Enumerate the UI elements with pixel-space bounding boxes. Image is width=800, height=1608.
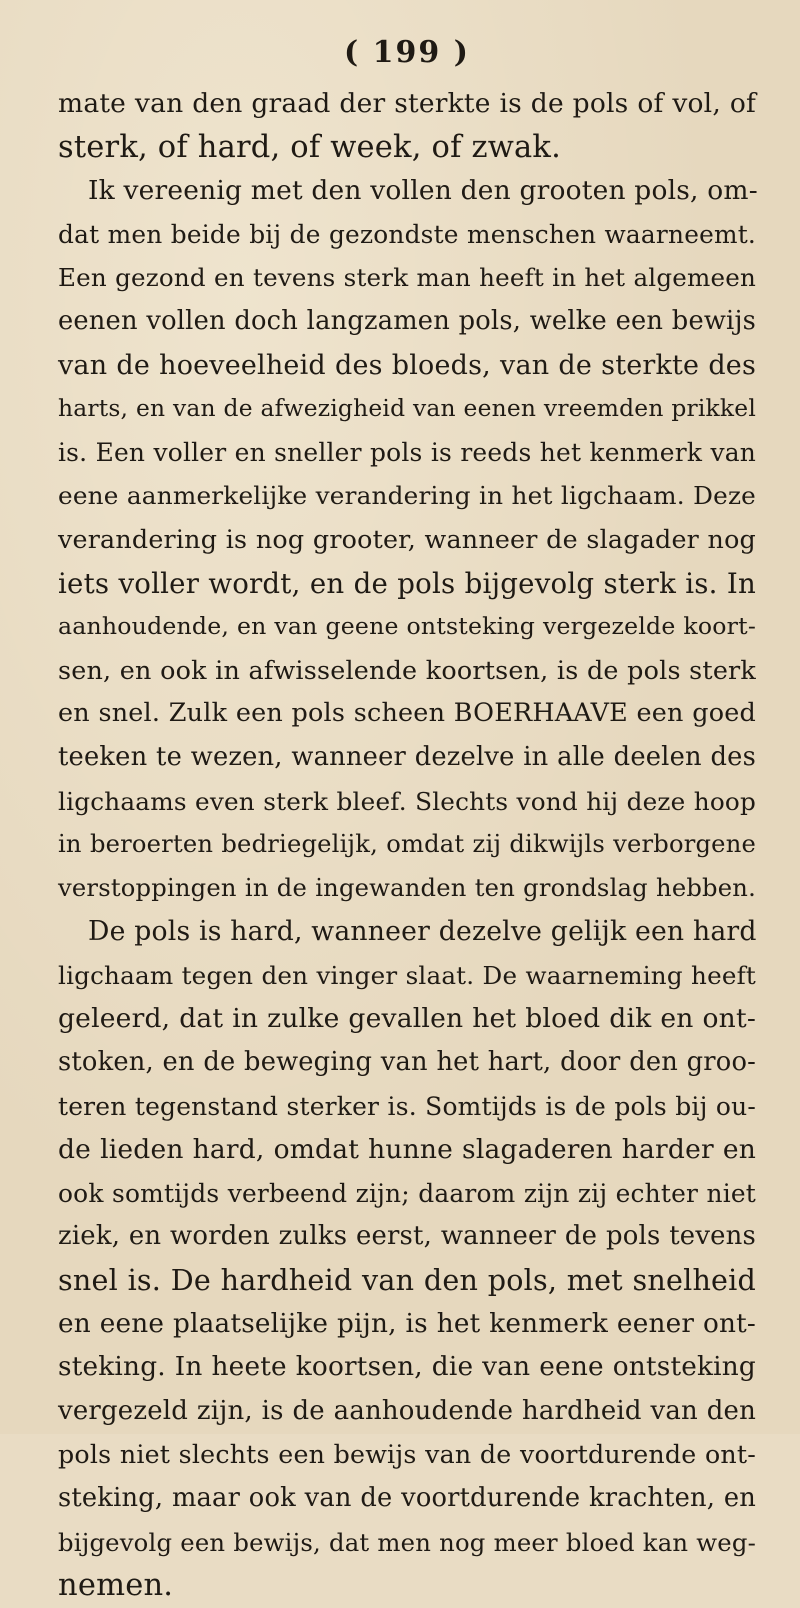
page-number: ( 199 ): [344, 35, 470, 70]
text-line: steking. In heete koortsen, die van eene ontsteking: [58, 1352, 756, 1383]
text-line: dat men beide bij de gezondste menschen waarneemt.: [58, 219, 756, 249]
text-line: teeken te wezen, wanneer dezelve in alle deelen des: [58, 741, 756, 772]
text-line: Een gezond en tevens sterk man heeft in het algemeen: [58, 263, 756, 293]
text-line: verandering is nog grooter, wanneer de slagader nog: [58, 523, 756, 554]
text-line: geleerd, dat in zulke gevallen het bloed dik en ont-: [58, 1003, 756, 1035]
text-line: pols niet slechts een bewijs van de voortdurende ont-: [58, 1440, 756, 1470]
text-line: in beroerten bedriegelijk, omdat zij dikwijls verborgene: [58, 830, 756, 859]
text-line: is. Een voller en sneller pols is reeds het kenmerk van: [58, 437, 756, 467]
text-line: nemen.: [58, 1568, 174, 1604]
text-line: ligchaam tegen den vinger slaat. De waarneming heeft: [58, 960, 756, 990]
text-line: steking, maar ook van de voortdurende krachten, en: [58, 1483, 756, 1513]
text-line: De pols is hard, wanneer dezelve gelijk een hard: [88, 916, 757, 948]
text-line: ook somtijds verbeend zijn; daarom zijn zij echter niet: [58, 1178, 756, 1208]
body-text: [58, 82, 756, 1608]
text-line: teren tegenstand sterker is. Somtijds is de pols bij ou-: [58, 1091, 756, 1121]
text-line: eene aanmerkelijke verandering in het ligchaam. Deze: [58, 481, 756, 511]
text-line: ziek, en worden zulks eerst, wanneer de pols tevens: [58, 1221, 756, 1252]
text-line: bijgevolg een bewijs, dat men nog meer bloed kan weg-: [58, 1527, 756, 1557]
text-line: en eene plaatselijke pijn, is het kenmerk eener ont-: [58, 1308, 756, 1339]
text-line: sterk, of hard, of week, of zwak.: [58, 129, 561, 165]
text-line: aanhoudende, en van geene ontsteking vergezelde koort-: [58, 612, 756, 641]
text-line: iets voller wordt, en de pols bijgevolg sterk is. In: [58, 566, 756, 600]
text-line: stoken, en de beweging van het hart, door den groo-: [58, 1047, 756, 1078]
text-line: vergezeld zijn, is de aanhoudende hardheid van den: [58, 1395, 756, 1426]
text-line: verstoppingen in de ingewanden ten grondslag hebben.: [58, 873, 756, 902]
text-line: ligchaams even sterk bleef. Slechts vond hij deze hoop: [58, 786, 756, 816]
text-line: mate van den graad der sterkte is de pols of vol, of: [58, 88, 756, 119]
text-line: Ik vereenig met den vollen den grooten pols, om-: [88, 175, 758, 207]
text-line: de lieden hard, omdat hunne slagaderen harder en: [58, 1134, 756, 1166]
text-line: eenen vollen doch langzamen pols, welke een bewijs: [58, 305, 756, 336]
text-line: snel is. De hardheid van den pols, met snelheid: [58, 1263, 756, 1298]
text-line: sen, en ook in afwisselende koortsen, is de pols sterk: [58, 654, 756, 685]
text-line: van de hoeveelheid des bloeds, van de sterkte des: [58, 349, 756, 381]
text-line: harts, en van de afwezigheid van eenen vreemden prikkel: [58, 394, 756, 423]
text-line: en snel. Zulk een pols scheen BOERHAAVE een goed: [58, 698, 756, 729]
